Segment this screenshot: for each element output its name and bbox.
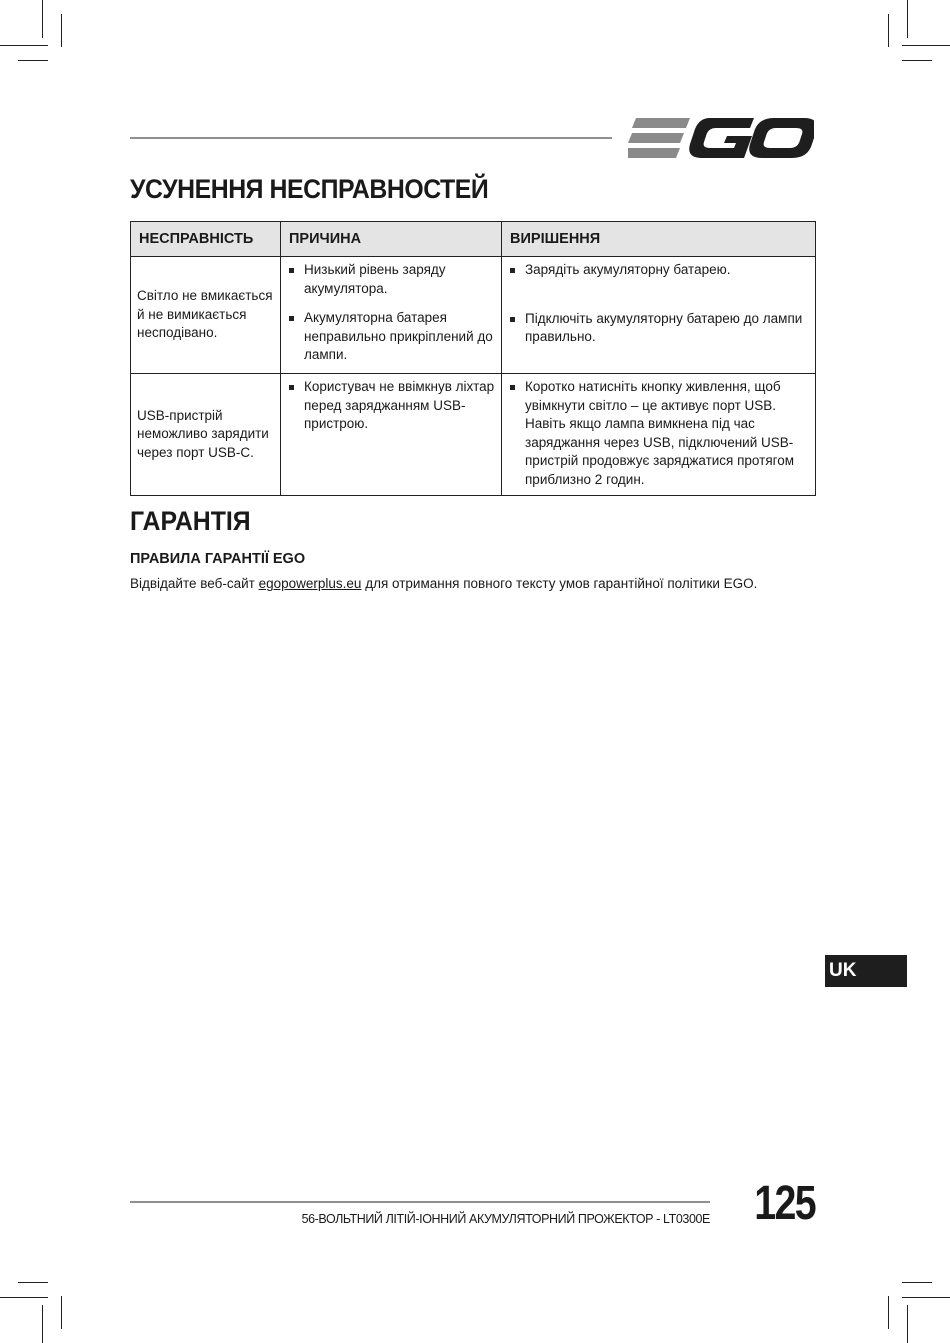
list-item: Низький рівень заряду акумулятора. [289, 261, 495, 298]
warranty-text-before: Відвідайте веб-сайт [130, 576, 259, 591]
page-number: 125 [754, 1177, 815, 1230]
troubleshooting-table [130, 221, 816, 496]
crop-mark [888, 1296, 889, 1329]
crop-mark [907, 1305, 908, 1343]
problem-cell: Світло не вмикається й не вимикається несподівано. [131, 257, 281, 374]
ego-logo [628, 116, 814, 160]
language-tab: UK [825, 955, 907, 987]
warranty-subtitle: ПРАВИЛА ГАРАНТІЇ EGO [130, 551, 306, 567]
crop-mark [907, 0, 908, 38]
crop-mark [902, 45, 950, 46]
crop-mark [902, 1297, 950, 1298]
solution-cell [502, 257, 816, 374]
crop-mark [42, 1305, 43, 1343]
crop-mark [902, 1282, 932, 1283]
column-header-solution: ВИРІШЕННЯ [502, 222, 816, 257]
solution-cell [502, 374, 816, 496]
table-header-row [131, 222, 816, 257]
page-title: УСУНЕННЯ НЕСПРАВНОСТЕЙ [130, 174, 489, 204]
crop-mark [0, 1297, 48, 1298]
footer-rule [130, 1201, 710, 1203]
cause-cell [281, 374, 502, 496]
crop-mark [18, 1282, 48, 1283]
list-item: Користувач не ввімкнув ліхтар перед заряджанням USB-пристрою. [289, 378, 495, 434]
cause-cell [281, 257, 502, 374]
warranty-link[interactable]: egopowerplus.eu [258, 576, 362, 591]
warranty-text [130, 576, 757, 591]
list-item: Акумуляторна батарея неправильно прикріплений до лампи. [289, 309, 495, 365]
list-item: Коротко натисніть кнопку живлення, щоб увімкнути світло – це активує порт USB. Навіть якщо лампа вимкнена під час заряджання через USB, підключений USB-пристрій продовжує заряджатися протягом приблизно 2 годин. [510, 378, 809, 489]
footer-text: 56-ВОЛЬТНИЙ ЛІТІЙ-ІОННИЙ АКУМУЛЯТОРНИЙ ПРОЖЕКТОР - LT0300E [301, 1212, 710, 1226]
warranty-text-after: для отримання повного тексту умов гарантійної політики EGO. [361, 576, 758, 591]
table-row [131, 374, 816, 496]
list-item: Підключіть акумуляторну батарею до лампи правильно. [510, 310, 809, 347]
list-item: Зарядіть акумуляторну батарею. [510, 261, 809, 280]
crop-mark [61, 1296, 62, 1329]
crop-mark [42, 0, 43, 38]
crop-mark [902, 60, 932, 61]
crop-mark [888, 14, 889, 47]
crop-mark [61, 14, 62, 47]
warranty-title: ГАРАНТІЯ [130, 506, 251, 536]
column-header-problem: НЕСПРАВНІСТЬ [131, 222, 281, 257]
crop-mark [0, 45, 48, 46]
column-header-cause: ПРИЧИНА [281, 222, 502, 257]
table-row [131, 257, 816, 374]
header-rule [130, 137, 612, 139]
crop-mark [18, 60, 48, 61]
problem-cell: USB-пристрій неможливо зарядити через порт USB-C. [131, 374, 281, 496]
